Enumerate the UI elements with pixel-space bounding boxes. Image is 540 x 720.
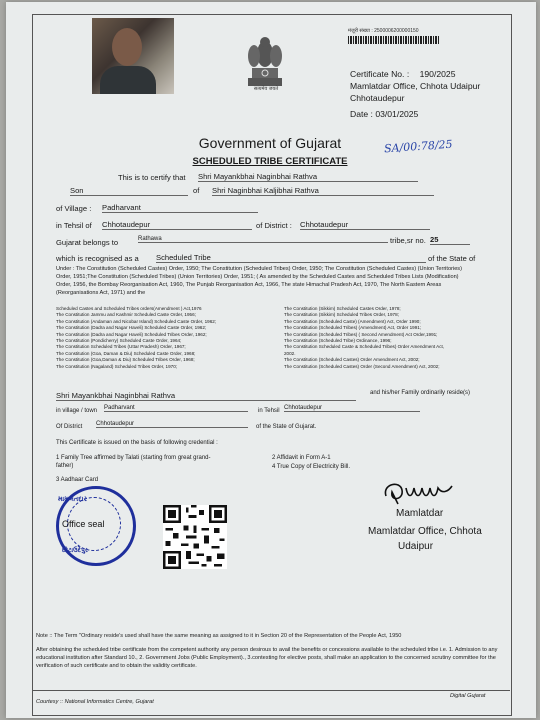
tribe-sr-number: 25 [430, 235, 470, 245]
district-label: of District : [256, 221, 292, 230]
footer-digital-gujarat: Digital Gujarat [450, 693, 486, 699]
state-of-label: of the State of [428, 254, 476, 263]
certificate-info [350, 68, 480, 120]
under-text: Under : The Constitution (Scheduled Castes) Order, 1950; The Constitution (Scheduled Tribes) Order, 1950; The Constitution (Scheduled Castes) (Union Territories) Order, 1951;The Constitution (Scheduled Tribes) (Union Territories) Order, 1951; ( As amended by the Scheduled Castes and Scheduled Tribes Lists (Modification) Order, 1956, the Bombay Reorganisation Act, 1960, The Punjab Reorganisation Act, 1966, The state Himachal Pradesh Act, 1970, The North Eastern Areas (Reorganisations Act, 1971) and the [56, 266, 462, 296]
category-value: Scheduled Tribe [156, 253, 426, 263]
footer-courtesy: Courtesy :: National Informatics Centre, Gujarat [36, 699, 154, 705]
village-value: Padharvant [102, 203, 258, 213]
date-label: Date : [350, 109, 373, 119]
barcode [348, 36, 440, 44]
photo-shirt [100, 66, 156, 94]
order-item: The Constitution Scheduled Tribes (Uttar Pradesh) Order, 1967; [56, 344, 186, 350]
order-item: The Constitution (Scheduled Caste) (Amendment) Act, Order 1990; [284, 318, 421, 324]
order-item: The Constitution (Goa, Daman & Diu) Scheduled Caste Order, 1968; [56, 350, 196, 356]
tribe-value: Rathawa [138, 236, 388, 243]
residence-person-name: Shri Mayankbhai Naginbhai Rathva [56, 391, 356, 401]
issuing-office-city: Chhotaudepur [350, 93, 405, 103]
of-label: of [193, 186, 200, 195]
residence-district: Chhotaudepur [96, 421, 248, 428]
person-name: Shri Mayankbhai Naginbhai Rathva [198, 172, 418, 182]
order-item: The Constitution (Scheduled Tribes) ( Second Amendment) Act Order,1991; [284, 331, 438, 337]
residence-tehsil: Chhotaudepur [284, 405, 420, 412]
belongs-label: Gujarat belongs to [56, 238, 119, 247]
order-item: The Constitution (Scheduled Castes) Order Amendment Act, 2002; [284, 357, 420, 363]
certify-label: This is to certify that [118, 173, 186, 182]
qr-code [163, 505, 227, 569]
order-item: The Constitution (Scheduled Tribes) (Amendment) Act, Order 1991; [284, 325, 422, 331]
emblem-caption: सत्यमेव जयते [253, 86, 279, 92]
residence-tehsil-label: in Tehsil [258, 408, 280, 414]
signatory-office-line2: Udaipur [398, 541, 434, 552]
order-item: 2002. [284, 350, 296, 356]
order-item: The Constitution (Andaman and Nicobar Island) Scheduled Caste Order, 1962; [56, 318, 217, 324]
photo-face [112, 28, 142, 66]
credential-item: 3 Aadhaar Card [56, 477, 99, 483]
parent-name: Shri Naginbhai Kaljibhai Rathva [212, 186, 434, 196]
tribe-sr-label: tribe,sr no. [390, 236, 426, 245]
seal-bottom-text: છોટાઉદેપુર [62, 548, 88, 554]
order-item: Scheduled Castes and Scheduled Tribes orders(Amendment ) Act,1976 [56, 306, 202, 311]
orders-left-list [56, 306, 256, 370]
signatory-title: Mamlatdar [396, 508, 444, 519]
validity-instructions: After obtaining the scheduled tribe certificate from the competent authority any person desirous to avail the benefits or concessions available to the scheduled tribe i.e. 1. Admission to any educational institution after Standard 10., 2. Government Jobs (Public Employment)., 3.contesting for elective posts, shall make an application to the concerned scrutiny committee for the verification of such certificate and to obtain the validity certificate. [36, 647, 498, 669]
residence-district-label: Of District [56, 424, 83, 430]
national-emblem-icon [242, 32, 288, 88]
mamlatdar-signature [378, 474, 470, 510]
office-seal-label: Office seal [62, 519, 105, 529]
footer-divider [32, 690, 510, 691]
credential-item: 1 Family Tree affirmed by Talati (starting from great grand- [56, 455, 211, 461]
order-item: The Constitution (Scheduled Castes) Order (Second Amendment) Act, 2002; [284, 363, 440, 369]
barcode-number: मंज़ूरी संख्या : 2500006200000150 [348, 28, 419, 34]
government-title: Government of Gujarat [198, 135, 342, 151]
applicant-photo [92, 18, 174, 94]
issue-date: 03/01/2025 [375, 109, 419, 119]
residence-village-label: in village / town [56, 408, 98, 414]
note-text: Note :: The Term "Ordinary reside's used shall have the same meaning as assigned to it in Section 20 of the Representation of the People Act, 1950 [36, 633, 402, 639]
relation: Son [70, 186, 188, 196]
credential-item: 4 True Copy of Electricity Bill. [272, 464, 351, 470]
order-item: The Constitution (Nagaland) Scheduled Tribes Order, 1970; [56, 363, 178, 369]
certificate-number-label: Certificate No. : [350, 69, 410, 79]
order-item: The Constitution (Sikkim) Scheduled Tribes Order, 1978; [284, 312, 399, 318]
recognised-label: which is recognised as a [56, 254, 139, 263]
family-reside-label: and his/her Family ordinarily reside(s) [370, 390, 471, 396]
handwritten-reference: SA/00:78/25 [383, 137, 453, 156]
signatory-office-line1: Mamlatdar Office, Chhota [368, 526, 482, 537]
order-item: The Constitution (Dadra and Nagar Haveli) Scheduled Tribes Order, 1962; [56, 331, 207, 337]
credential-item: 2 Affidavit in Form A-1 [272, 455, 331, 461]
order-item: The Constitution (Sikkim) Scheduled Castes Order, 1978; [284, 306, 401, 311]
residence-village: Padharvant [104, 405, 248, 412]
seal-top-text: મામલતદાર [58, 496, 87, 503]
credential-item: father) [56, 463, 74, 469]
certificate-number: 190/2025 [419, 69, 456, 79]
certificate-title: SCHEDULED TRIBE CERTIFICATE [192, 156, 348, 167]
district-value: Chhotaudepur [300, 220, 430, 230]
order-item: The Constitution (Goa,Daman & Diu) Scheduled Tribes Order, 1968; [56, 357, 195, 363]
order-item: The Constitution (Scheduled Tribe) Ordinance, 1996; [284, 338, 392, 344]
basis-text: This Certificate is issued on the basis of following credential : [56, 440, 218, 446]
residence-state: of the State of Gujarat. [256, 424, 317, 430]
issuing-office: Mamlatdar Office, Chhota Udaipur [350, 81, 481, 91]
order-item: The Constitution Jammu and Kashmir Scheduled Caste Order, 1956; [56, 312, 196, 318]
orders-right-list [284, 306, 484, 370]
village-label: of Village : [56, 204, 92, 213]
tehsil-value: Chhotaudepur [102, 220, 252, 230]
order-item: The Constitution (Dadra and Nagar Haveli) Scheduled Caste Order, 1962; [56, 325, 207, 331]
order-item: The Constitution (Pondicherry) Scheduled Caste Order, 1964; [56, 338, 182, 344]
tehsil-label: in Tehsil of [56, 221, 92, 230]
order-item: The Constitution Scheduled Caste & Scheduled Tribes) Order Amendment Act, [284, 344, 445, 350]
